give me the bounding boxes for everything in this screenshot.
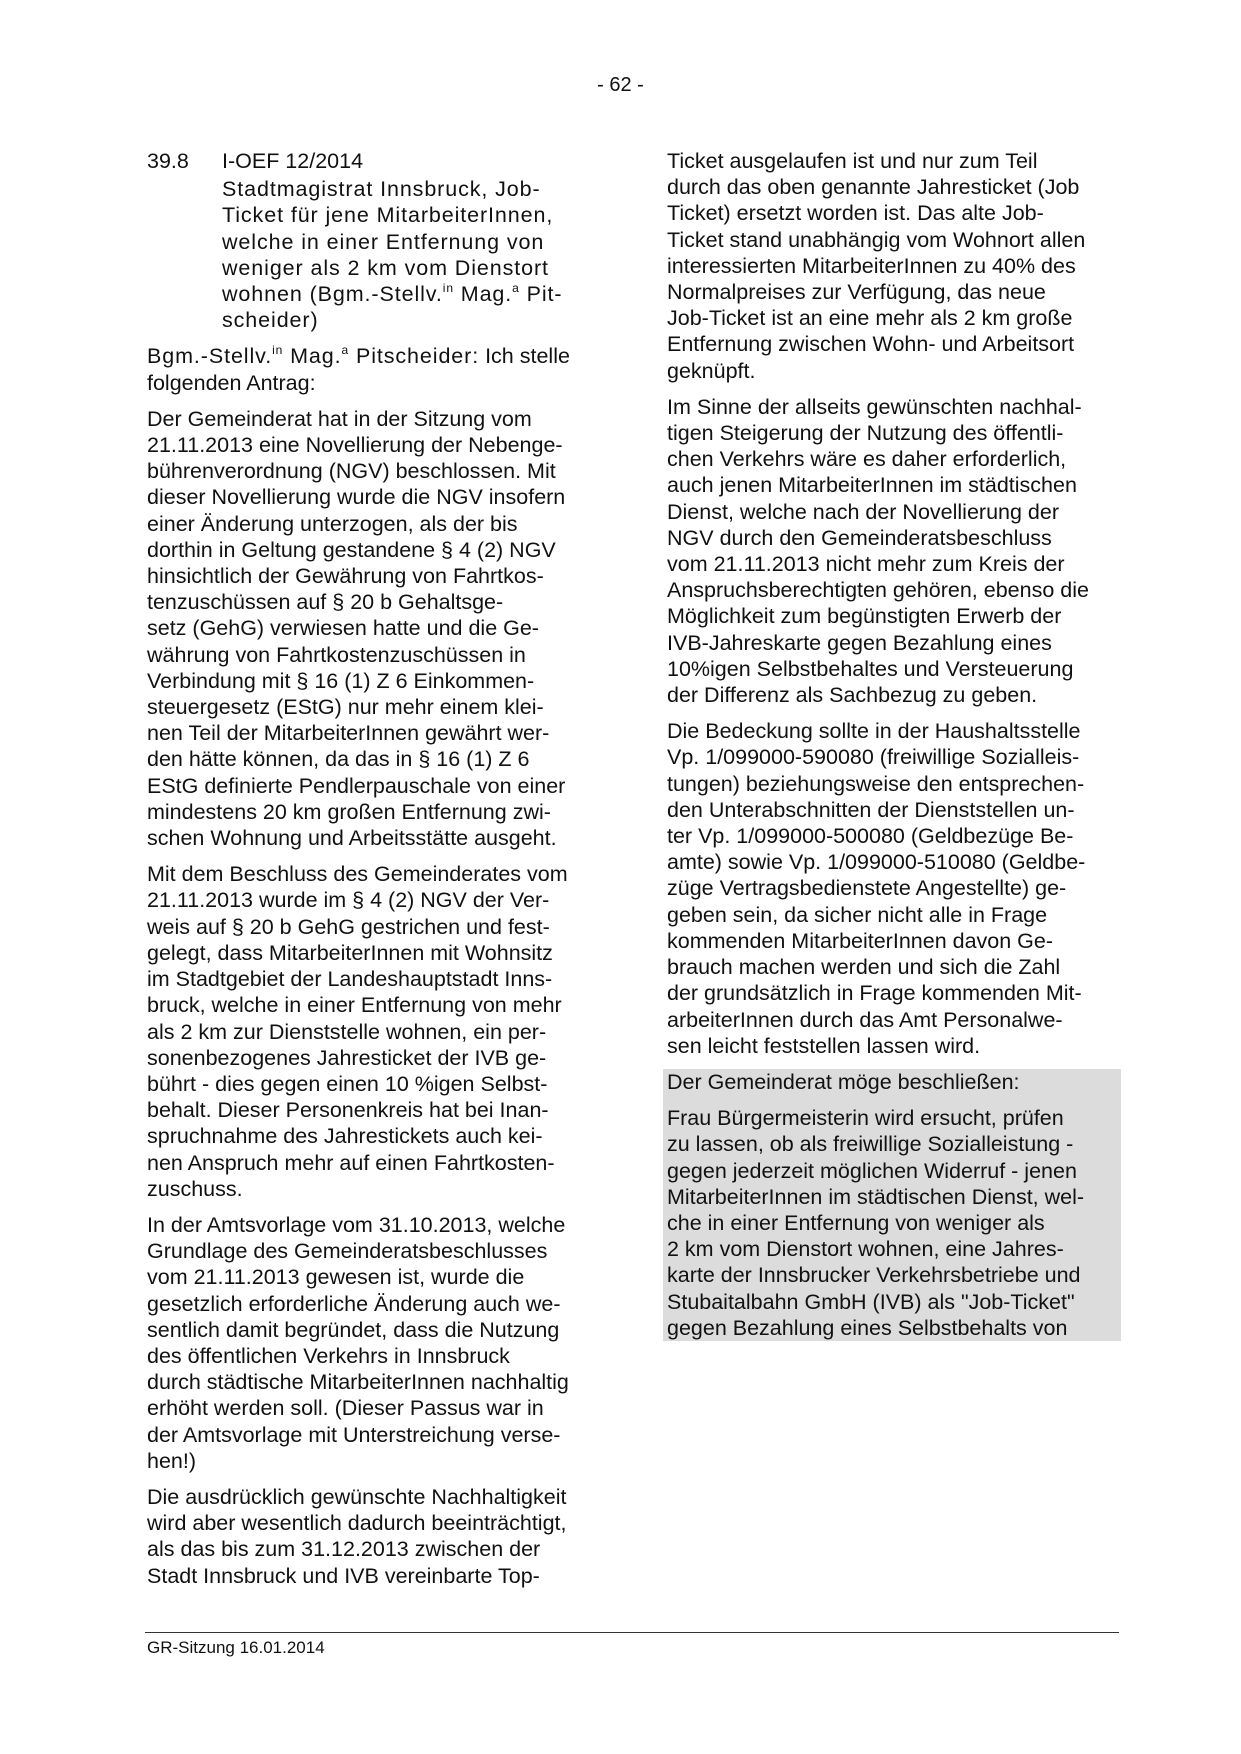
paragraph [667,148,1117,384]
text-line: bührt - dies gegen einen 10 %igen Selbst- [147,1071,548,1096]
speaker-paragraph: Bgm.-Stellv.$^{in}$ Mag.$^a$ Pitscheider: Ich stelle folgenden Antrag: [147,343,570,395]
text-line: 10%igen Selbstbehaltes und Versteuerung [667,656,1074,681]
title-line: scheider) [222,308,319,333]
paragraph [147,1212,597,1474]
text-line: geben sein, da sicher nicht alle in Frage [667,902,1048,927]
text-line: wird aber wesentlich dadurch beeinträchtigt, [147,1511,567,1536]
text-line: Ticket) ersetzt worden ist. Das alte Job- [667,201,1044,226]
text-line: sen leicht feststellen lassen wird. [667,1033,981,1058]
text-line: amte) sowie Vp. 1/099000-510080 (Geldbe- [667,850,1086,875]
text-line: den Unterabschnitten der Dienststellen un- [667,797,1075,822]
text-line: Die ausdrücklich gewünschte Nachhaltigkeit [147,1484,567,1509]
text-line: Vp. 1/099000-590080 (freiwillige Sozialleis- [667,745,1080,770]
text-line: brauch machen werden und sich die Zahl [667,955,1061,980]
text-line: weis auf § 20 b GehG gestrichen und fest- [147,914,550,939]
left-column [147,148,597,1599]
item-number: 39.8 [147,149,189,173]
text-line: züge Vertragsbedienstete Angestellte) ge- [667,876,1067,901]
text-line: Verbindung mit § 16 (1) Z 6 Einkommen- [147,668,535,693]
footer-divider [145,1632,1119,1633]
text-line: einer Änderung unterzogen, als der bis [147,511,518,536]
text-line: ter Vp. 1/099000-500080 (Geldbezüge Be- [667,824,1074,849]
text-line: In der Amtsvorlage vom 31.10.2013, welche [147,1212,566,1237]
text-line: sentlich damit begründet, dass die Nutzung [147,1317,560,1342]
text-line: gegen Bezahlung eines Selbstbehalts von [667,1315,1068,1340]
text-line: bruck, welche in einer Entfernung von mehr [147,993,562,1018]
text-line: tigen Steigerung der Nutzung des öffentli- [667,421,1064,446]
text-line: steuergesetz (EStG) nur mehr einem klei- [147,695,544,720]
text-line: auch jenen MitarbeiterInnen im städtischen [667,473,1077,498]
paragraph [667,718,1117,1059]
text-line: Im Sinne der allseits gewünschten nachhal- [667,394,1082,419]
text-line: vom 21.11.2013 nicht mehr zum Kreis der [667,552,1065,577]
text-line: durch das oben genannte Jahresticket (Job [667,175,1080,200]
right-column [667,148,1117,1341]
paragraph [147,406,597,851]
text-line: dorthin in Geltung gestandene § 4 (2) NGV [147,537,556,562]
text-line: als 2 km zur Dienststelle wohnen, ein per- [147,1019,547,1044]
motion-intro: Der Gemeinderat möge beschließen: [667,1069,1020,1094]
text-line: interessierten MitarbeiterInnen zu 40% des [667,253,1076,278]
title-line: Stadtmagistrat Innsbruck, Job- [222,177,541,202]
text-line: Mit dem Beschluss des Gemeinderates vom [147,862,568,887]
text-line: 2 km vom Dienstort wohnen, eine Jahres- [667,1237,1064,1262]
title-line: weniger als 2 km vom Dienstort [222,255,549,280]
text-line: MitarbeiterInnen im städtischen Dienst, wel- [667,1184,1085,1209]
text-line: Die Bedeckung sollte in der Haushaltsstelle [667,719,1081,744]
text-line: tenzuschüssen auf § 20 b Gehaltsge- [147,590,504,615]
item-heading [147,148,597,174]
text-line: geknüpft. [667,358,756,383]
text-line: durch städtische MitarbeiterInnen nachhaltig [147,1370,569,1395]
paragraph [667,394,1117,708]
text-line: karte der Innsbrucker Verkehrsbetriebe und [667,1263,1081,1288]
text-line: EStG definierte Pendlerpauschale von einer [147,773,566,798]
text-line: gesetzlich erforderliche Änderung auch we- [147,1291,561,1316]
text-line: der grundsätzlich in Frage kommenden Mit- [667,981,1082,1006]
text-line: des öffentlichen Verkehrs in Innsbruck [147,1343,510,1368]
text-line: Frau Bürgermeisterin wird ersucht, prüfen [667,1106,1064,1131]
text-line: zuschuss. [147,1176,243,1201]
text-line: spruchnahme des Jahrestickets auch kei- [147,1124,543,1149]
text-line: nen Anspruch mehr auf einen Fahrtkosten- [147,1150,555,1175]
text-line: kommenden MitarbeiterInnen davon Ge- [667,928,1054,953]
text-line: Möglichkeit zum begünstigten Erwerb der [667,604,1062,629]
text-line: sonenbezogenes Jahresticket der IVB ge- [147,1045,547,1070]
title-line: wohnen (Bgm.-Stellv.$^{in}$ Mag.$^a$ Pit- [222,281,563,307]
text-line: als das bis zum 31.12.2013 zwischen der [147,1537,541,1562]
text-line: Ticket stand unabhängig vom Wohnort allen [667,227,1086,252]
text-line: hen!) [147,1448,197,1473]
text-line: der Amtsvorlage mit Unterstreichung verse- [147,1422,561,1447]
text-line: mindestens 20 km großen Entfernung zwi- [147,799,551,824]
speaker-name: Bgm.-Stellv.$^{in}$ Mag.$^a$ Pitscheider: [147,343,480,369]
text-line: im Stadtgebiet der Landeshauptstadt Inns- [147,967,553,992]
text-line: IVB-Jahreskarte gegen Bezahlung eines [667,630,1052,655]
text-line: chen Verkehrs wäre es daher erforderlich, [667,447,1067,472]
text-line: der Differenz als Sachbezug zu geben. [667,683,1038,708]
text-line: Ticket ausgelaufen ist und nur zum Teil [667,149,1038,173]
item-code: I-OEF 12/2014 [222,149,364,173]
text-line: Normalpreises zur Verfügung, das neue [667,280,1046,305]
text-line: währung von Fahrtkostenzuschüssen in [147,642,526,667]
text-line: hinsichtlich der Gewährung von Fahrtkos- [147,564,544,589]
text-line: Entfernung zwischen Wohn- und Arbeitsort [667,332,1075,357]
text-line: vom 21.11.2013 gewesen ist, wurde die [147,1265,525,1290]
text-line: 21.11.2013 wurde im § 4 (2) NGV der Ver- [147,888,550,913]
motion-box [663,1069,1121,1341]
paragraph [147,861,597,1202]
text-line: Stadt Innsbruck und IVB vereinbarte Top- [147,1563,540,1588]
text-line: zu lassen, ob als freiwillige Sozialleistung - [667,1132,1074,1157]
motion-text [667,1105,1117,1341]
text-line: erhöht werden soll. (Dieser Passus war in [147,1396,544,1421]
text-line: Job-Ticket ist an eine mehr als 2 km große [667,306,1073,331]
text-line: nen Teil der MitarbeiterInnen gewährt wer- [147,721,550,746]
item-title [222,176,597,333]
text-line: Stubaitalbahn GmbH (IVB) als "Job-Ticket" [667,1289,1075,1314]
text-line: tungen) beziehungsweise den entsprechen- [667,771,1085,796]
text-line: bührenverordnung (NGV) beschlossen. Mit [147,459,556,484]
text-line: NGV durch den Gemeinderatsbeschluss [667,525,1052,550]
text-line: Grundlage des Gemeinderatsbeschlusses [147,1239,548,1264]
text-line: 21.11.2013 eine Novellierung der Nebenge- [147,433,563,458]
paragraph [147,1484,597,1589]
footer-session: GR-Sitzung 16.01.2014 [147,1638,325,1657]
text-line: schen Wohnung und Arbeitsstätte ausgeht. [147,826,557,851]
text-line: dieser Novellierung wurde die NGV insofern [147,485,566,510]
text-line: setz (GehG) verwiesen hatte und die Ge- [147,616,539,641]
text-line: gelegt, dass MitarbeiterInnen mit Wohnsitz [147,940,553,965]
text-line: den hätte können, da das in § 16 (1) Z 6 [147,747,530,772]
text-line: Dienst, welche nach der Novellierung der [667,499,1059,524]
title-line: welche in einer Entfernung von [222,229,545,254]
title-line: Ticket für jene MitarbeiterInnen, [222,203,554,228]
text-line: arbeiterInnen durch das Amt Personalwe- [667,1007,1063,1032]
text-line: behalt. Dieser Personenkreis hat bei Inan- [147,1098,549,1123]
text-line: che in einer Entfernung von weniger als [667,1210,1045,1235]
text-line: gegen jederzeit möglichen Widerruf - jenen [667,1158,1077,1183]
text-line: Anspruchsberechtigten gehören, ebenso die [667,578,1089,603]
page-number: - 62 - [597,74,644,96]
text-line: Der Gemeinderat hat in der Sitzung vom [147,406,532,431]
